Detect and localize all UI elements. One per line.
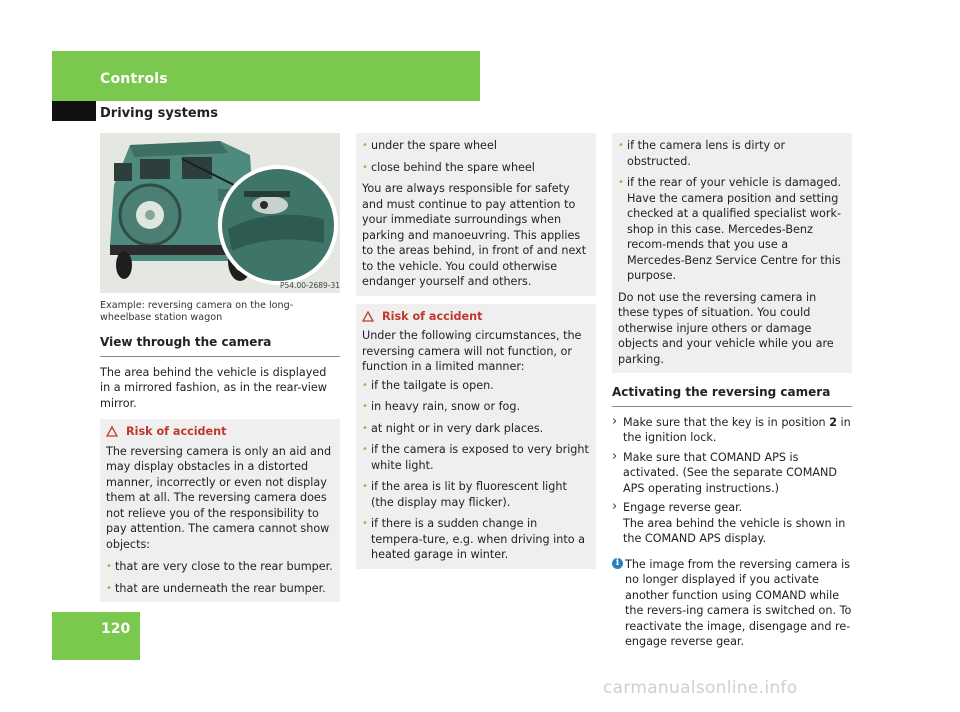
warning-text: The reversing camera is only an aid and may display obstacles in a distorted manner, incorrectly or even not display them at all. The reversing camera does not relieve you of the responsibility to pay attention. The camera cannot show objects: <box>106 444 332 551</box>
watermark-text: carmanualsonline.info <box>603 678 798 698</box>
list-item: • if the rear of your vehicle is damaged. Have the camera position and setting checked at a qualified specialist work-shop in this case. Mercedes-Benz recom-mends that you use a Mercedes-Benz Service Centre for this purpose. <box>618 175 846 284</box>
warning-triangle-icon <box>362 311 376 327</box>
list-item: • that are very close to the rear bumper. <box>106 559 334 575</box>
list-item: • if the camera is exposed to very bright white light. <box>362 442 590 473</box>
list-item: • if the camera lens is dirty or obstructed. <box>618 138 846 169</box>
list-item: • at night or in very dark places. <box>362 421 590 437</box>
info-note: i The image from the reversing camera is no longer displayed if you activate another function using COMAND while the revers-ing camera is switched on. To reactivate the image, disengage and re-engage reverse gear. <box>612 557 852 650</box>
warning-box-1 <box>100 419 340 602</box>
warning-text: Under the following circumstances, the reversing camera will not function, or function in a limited manner: <box>362 329 582 373</box>
list-item: • under the spare wheel <box>362 138 590 154</box>
list-item: • if there is a sudden change in tempera-ture, e.g. when driving into a heated garage in winter. <box>362 516 590 563</box>
intro-paragraph: The area behind the vehicle is displayed in a mirrored fashion, as in the rear-view mirror. <box>100 365 327 410</box>
warning-box-1-continued <box>356 133 596 296</box>
reversing-camera-photo <box>100 133 340 293</box>
heading-activating-camera: Activating the reversing camera <box>612 385 852 407</box>
warning-box-2 <box>356 304 596 569</box>
heading-view-through-camera: View through the camera <box>100 335 340 357</box>
warning-box-2-continued <box>612 133 852 373</box>
step-item: › Make sure that the key is in position 2 in the ignition lock. <box>612 415 852 446</box>
warning-bullets <box>362 378 590 563</box>
step-item: › Engage reverse gear. The area behind the vehicle is shown in the COMAND APS display. <box>612 500 852 547</box>
list-item: • if the area is lit by fluorescent light (the display may flicker). <box>362 479 590 510</box>
warning-title: Risk of accident <box>362 309 590 327</box>
photo-caption: Example: reversing camera on the long-wheelbase station wagon <box>100 300 294 323</box>
warning-triangle-icon <box>106 426 120 442</box>
chapter-title: Controls <box>100 71 168 87</box>
info-icon: i <box>612 558 623 569</box>
do-not-use-text: Do not use the reversing camera in these types of situation. You could otherwise injure others or damage objects and your vehicle while you are parking. <box>618 290 834 366</box>
chapter-header-bar <box>52 51 480 101</box>
list-item: • if the tailgate is open. <box>362 378 590 394</box>
step-item: › Make sure that COMAND APS is activated. (See the separate COMAND APS operating instructions.) <box>612 450 852 497</box>
page-number: 120 <box>101 621 131 637</box>
step-list <box>612 415 852 547</box>
photo-code: P54.00-2689-31 <box>280 281 340 290</box>
right-column <box>612 133 852 650</box>
left-column <box>100 300 340 602</box>
middle-column <box>356 133 596 569</box>
vehicle-illustration <box>100 133 340 293</box>
list-item: • in heavy rain, snow or fog. <box>362 399 590 415</box>
step-result: The area behind the vehicle is shown in the COMAND APS display. <box>623 516 846 545</box>
warning-title: Risk of accident <box>106 424 334 442</box>
list-item: • that are underneath the rear bumper. <box>106 581 334 597</box>
page-number-box <box>52 612 140 660</box>
responsibility-text: You are always responsible for safety and must continue to pay attention to your immediate surroundings when parking and manoeuvring. This applies to the areas behind, in front of and next to the vehicle. You could otherwise endanger yourself and others. <box>362 182 587 288</box>
section-marker <box>52 101 96 121</box>
section-title: Driving systems <box>100 106 218 121</box>
list-item: • close behind the spare wheel <box>362 160 590 176</box>
warning-bullets <box>106 559 334 596</box>
